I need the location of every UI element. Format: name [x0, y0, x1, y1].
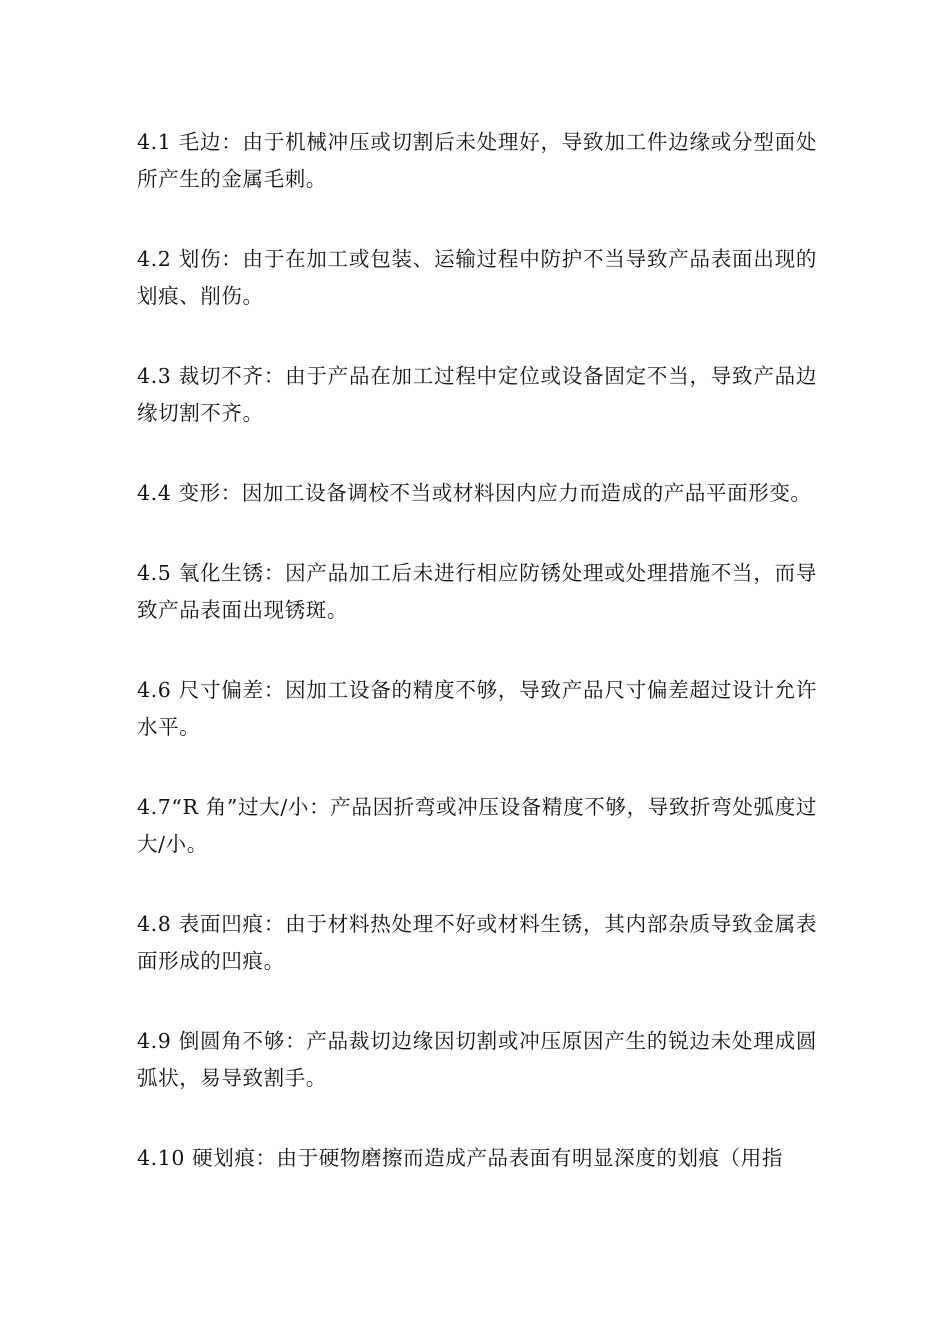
paragraph-4-1: 4.1 毛边：由于机械冲压或切割后未处理好，导致加工件边缘或分型面处所产生的金属毛刺。 [137, 130, 817, 191]
paragraph-4-5: 4.5 氧化生锈：因产品加工后未进行相应防锈处理或处理措施不当，而导致产品表面出现锈斑。 [137, 561, 817, 622]
paragraph-4-8: 4.8 表面凹痕：由于材料热处理不好或材料生锈，其内部杂质导致金属表面形成的凹痕。 [137, 912, 817, 973]
paragraph-4-4: 4.4 变形：因加工设备调校不当或材料因内应力而造成的产品平面形变。 [137, 481, 812, 505]
document-body [137, 124, 817, 1220]
paragraph-4-9: 4.9 倒圆角不够：产品裁切边缘因切割或冲压原因产生的锐边未处理成圆弧状，易导致割手。 [137, 1029, 817, 1090]
paragraph-4-6: 4.6 尺寸偏差：因加工设备的精度不够，导致产品尺寸偏差超过设计允许水平。 [137, 678, 817, 739]
paragraph-4-2: 4.2 划伤：由于在加工或包装、运输过程中防护不当导致产品表面出现的划痕、削伤。 [137, 247, 817, 308]
paragraph-4-3: 4.3 裁切不齐：由于产品在加工过程中定位或设备固定不当，导致产品边缘切割不齐。 [137, 364, 817, 425]
paragraph-4-10: 4.10 硬划痕：由于硬物磨擦而造成产品表面有明显深度的划痕（用指 [137, 1146, 783, 1170]
paragraph-4-7: 4.7“R 角”过大/小：产品因折弯或冲压设备精度不够，导致折弯处弧度过大/小。 [137, 795, 817, 856]
